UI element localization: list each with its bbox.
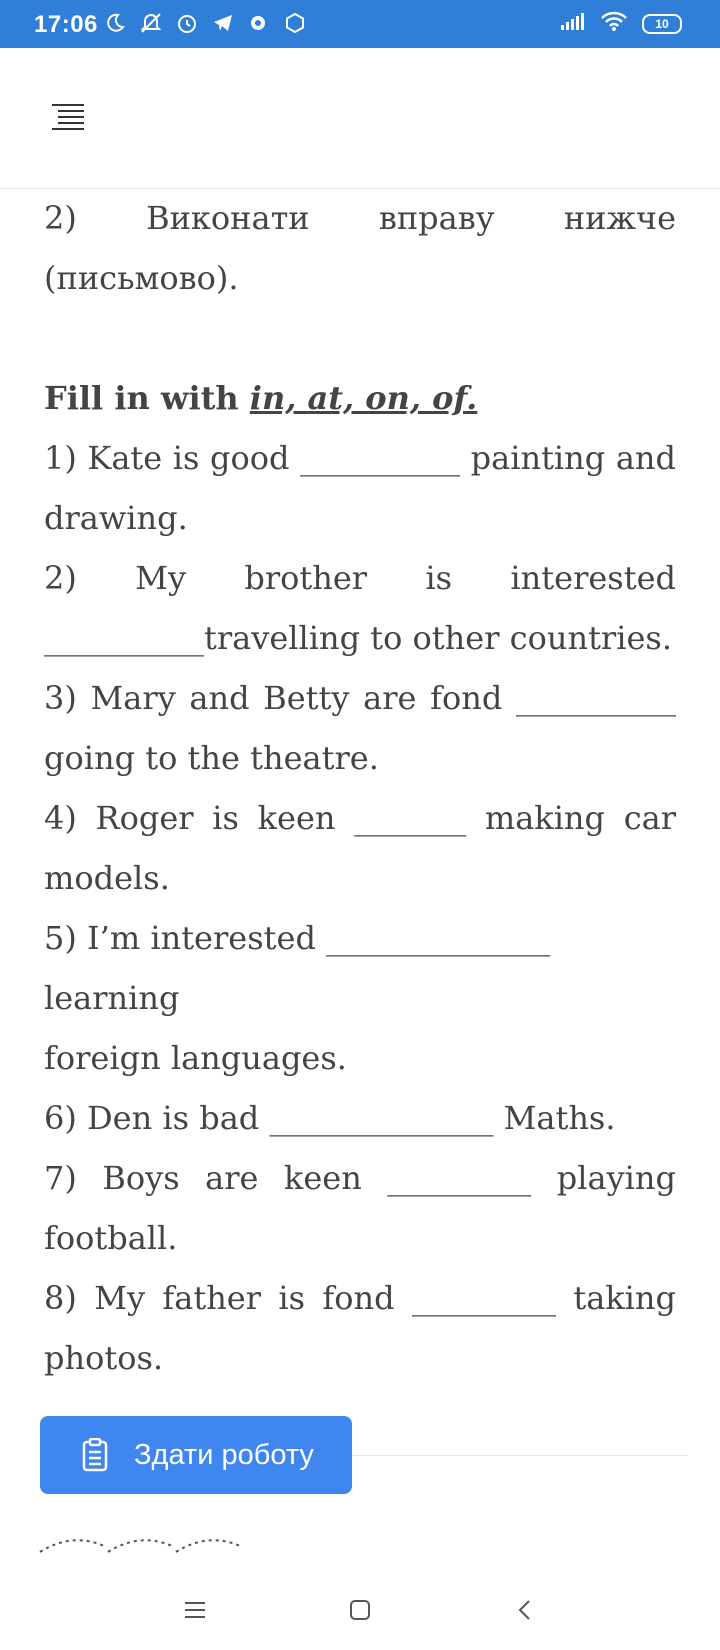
exercise-line: __________travelling to other countries. xyxy=(44,619,672,657)
submit-work-button[interactable] xyxy=(40,1416,352,1494)
mute-icon xyxy=(140,10,162,36)
exercise-title-words: in, at, on, of. xyxy=(249,379,478,417)
exercise-line: 3) Mary and Betty are fond __________ xyxy=(44,679,676,717)
status-icons-right xyxy=(560,10,682,37)
signal-icon xyxy=(560,11,586,36)
status-time: 17:06 xyxy=(34,11,98,38)
loading-dots-icon xyxy=(36,1530,256,1560)
exercise-line: football. xyxy=(44,1219,178,1257)
wifi-icon xyxy=(600,10,628,37)
app-bar xyxy=(0,48,720,189)
exercise-list xyxy=(44,428,676,1388)
exercise-line: foreign languages. xyxy=(44,1039,347,1077)
status-icons-left xyxy=(104,10,306,36)
chat-icon xyxy=(248,10,270,36)
exercise-line: 4) Roger is keen _______ making car xyxy=(44,799,676,837)
exercise-line: 7) Boys are keen _________ playing xyxy=(44,1159,676,1197)
battery-icon: 10 xyxy=(642,14,682,34)
exercise-title-prefix: Fill in with xyxy=(44,379,250,417)
moon-icon xyxy=(104,10,126,36)
exercise-line: going to the theatre. xyxy=(44,739,379,777)
exercise-line: photos. xyxy=(44,1339,164,1377)
exercise-line: 5) I’m interested ______________ learning xyxy=(44,919,551,1017)
alarm-icon xyxy=(176,10,198,36)
task-heading xyxy=(44,188,676,308)
menu-icon[interactable] xyxy=(50,102,90,132)
exercise-line: drawing. xyxy=(44,499,188,537)
telegram-icon xyxy=(212,10,234,36)
exercise-line: 6) Den is bad ______________ Maths. xyxy=(44,1099,616,1137)
task-line: (письмово). xyxy=(44,259,239,297)
home-icon[interactable] xyxy=(340,1592,380,1628)
task-line: 2) Виконати вправу нижче xyxy=(44,199,676,237)
navigation-bar xyxy=(0,1570,720,1650)
exercise-line: models. xyxy=(44,859,170,897)
status-bar xyxy=(0,0,720,48)
assignment-content xyxy=(44,188,676,1388)
clipboard-icon xyxy=(82,1438,108,1472)
exercise-title xyxy=(44,368,676,428)
exercise-line: 1) Kate is good __________ painting and xyxy=(44,439,676,477)
submit-work-label: Здати роботу xyxy=(134,1438,314,1471)
back-icon[interactable] xyxy=(505,1592,545,1628)
exercise-line: 2) My brother is interested xyxy=(44,559,676,597)
recent-apps-icon[interactable] xyxy=(175,1592,215,1628)
hexagon-icon xyxy=(284,10,306,36)
exercise-line: 8) My father is fond _________ taking xyxy=(44,1279,676,1317)
